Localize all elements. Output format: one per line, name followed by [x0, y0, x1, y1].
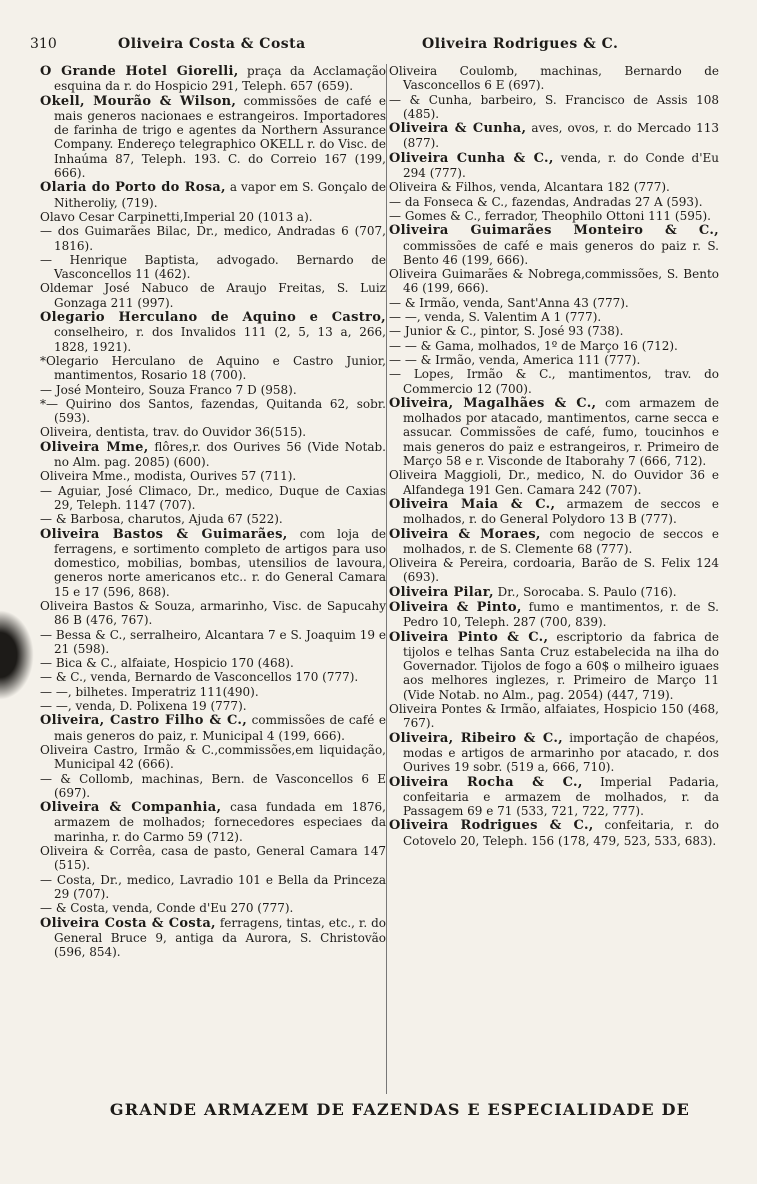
entry-text: Oliveira Pontes & Irmão, alfaiates, Hospicio 150 (468, 767). [389, 702, 719, 731]
entry-text: Oldemar José Nabuco de Araujo Freitas, S. Luiz Gonzaga 211 (997). [40, 281, 386, 310]
entry-text: Dr., Sorocaba. S. Paulo (716). [493, 584, 677, 599]
entry-text: Oliveira Bastos & Souza, armarinho, Visc. de Sapucahy 86 B (476, 767). [40, 598, 386, 628]
directory-entry [40, 210, 386, 224]
directory-entry [389, 64, 719, 93]
directory-entry [389, 180, 719, 194]
directory-entry [389, 585, 719, 600]
directory-entry [40, 916, 386, 960]
directory-entry [40, 354, 386, 383]
entry-name: Oliveira & Companhia, [40, 800, 222, 816]
directory-entry [40, 670, 386, 684]
directory-entry [389, 324, 719, 338]
entry-text: *— Quirino dos Santos, fazendas, Quitanda 62, sobr. (593). [40, 396, 386, 426]
directory-entry [389, 339, 719, 353]
entry-text: — Costa, Dr., medico, Lavradio 101 e Bella da Princeza 29 (707). [40, 872, 386, 901]
directory-entry [389, 702, 719, 731]
directory-entry [389, 151, 719, 181]
directory-entry [389, 775, 719, 819]
directory-entry [40, 383, 386, 397]
entry-text: Oliveira & Filhos, venda, Alcantara 182 (777). [389, 180, 670, 195]
entry-text: Imperial Padaria, confeitaria e armazem de molhados, r. da Passagem 69 e 71 (533, 721, 722, 777). [403, 774, 719, 819]
entry-text: — & Collomb, machinas, Bern. de Vasconcellos 6 E (697). [40, 771, 386, 800]
directory-entry [40, 527, 386, 599]
entry-name: Oliveira Mme, [40, 439, 149, 455]
entry-text: — Junior & C., pintor, S. José 93 (738). [389, 324, 624, 339]
entry-text: a vapor em S. Gonçalo de Nitheroliy, (719). [54, 180, 387, 210]
entry-text: praça da Acclamação esquina da r. do Hospicio 291, Teleph. 657 (659). [54, 64, 386, 94]
directory-entry [40, 397, 386, 426]
directory-entry [40, 180, 386, 210]
entry-text: — & Cunha, barbeiro, S. Francisco de Assis 108 (485). [389, 92, 719, 121]
entry-text: — —, venda, D. Polixena 19 (777). [40, 699, 247, 714]
directory-entry [40, 484, 386, 513]
directory-entry [40, 94, 386, 181]
directory-entry [389, 121, 719, 151]
entry-text: — & C., venda, Bernardo de Vasconcellos 170 (777). [40, 670, 359, 685]
entry-text: Olavo Cesar Carpinetti,Imperial 20 (1013 a). [40, 209, 313, 224]
directory-entry [40, 64, 386, 94]
directory-entry [389, 630, 719, 702]
directory-entry [40, 901, 386, 915]
entry-name: Oliveira Pinto & C., [389, 629, 549, 645]
entry-text: aves, ovos, r. do Mercado 113 (877). [403, 121, 720, 151]
directory-entry [389, 353, 719, 367]
directory-entry [40, 469, 386, 483]
entry-name: Olegario Herculano de Aquino e Castro, [40, 310, 386, 326]
entry-name: Olaria do Porto do Rosa, [40, 180, 226, 196]
entry-text: casa fundada em 1876, armazem de molhados; fornecedores especiaes da marinha, r. do Carmo 59 (712). [54, 800, 387, 844]
entry-text: *Olegario Herculano de Aquino e Castro Junior, mantimentos, Rosario 18 (700). [40, 353, 386, 383]
page-header [30, 36, 730, 58]
entry-name: Oliveira Pilar, [389, 584, 494, 600]
entry-name: Oliveira & Moraes, [389, 526, 541, 542]
entry-text: com negocio de seccos e molhados, r. de S. Clemente 68 (777). [403, 526, 719, 556]
entry-text: commissões de café e mais generos do paiz r. S. Bento 46 (199, 666). [403, 238, 719, 267]
entry-text: — —, bilhetes. Imperatriz 111(490). [40, 684, 259, 699]
entry-text: Oliveira, dentista, trav. do Ouvidor 36(515). [40, 425, 307, 440]
entry-text: venda, r. do Conde d'Eu 294 (777). [403, 150, 719, 181]
entry-text: escriptorio da fabrica de tijolos e telhas Santa Cruz estabelecida na ilha do Governador. Tijolos de fogo a 60$ o milheiro iguaes aos melhores inglezes, r. Primeiro de Março 11 (Vide Notab. no Alm., pag. 2054) (447, 719). [403, 629, 719, 702]
entry-name: Oliveira, Magalhães & C., [389, 395, 597, 411]
entry-text: Oliveira Mme., modista, Ourives 57 (711). [40, 469, 297, 484]
entry-name: Oliveira Rocha & C., [389, 774, 583, 790]
entry-text: — & Irmão, venda, Sant'Anna 43 (777). [389, 295, 629, 310]
entry-text: ferragens, tintas, etc., r. do General Bruce 9, antiga da Aurora, S. Christovão (596, 854). [54, 915, 386, 960]
entry-name: Oliveira, Castro Filho & C., [40, 713, 248, 729]
directory-entry [40, 713, 386, 743]
entry-text: Oliveira & Corrêa, casa de pasto, General Camara 147 (515). [40, 844, 386, 873]
directory-entry [389, 209, 719, 223]
entry-text: — & Barbosa, charutos, Ajuda 67 (522). [40, 512, 283, 527]
footer-banner: GRANDE ARMAZEM DE FAZENDAS E ESPECIALIDADE DE [109, 1100, 691, 1119]
directory-entry [40, 425, 386, 439]
entry-text: — Henrique Baptista, advogado. Bernardo de Vasconcellos 11 (462). [40, 252, 386, 282]
entry-text: — Bessa & C., serralheiro, Alcantara 7 e S. Joaquim 19 e 21 (598). [40, 627, 386, 656]
directory-entry [389, 556, 719, 585]
directory-entry [389, 310, 719, 324]
entry-name: Oliveira Guimarães Monteiro & C., [389, 223, 719, 239]
directory-entry [40, 656, 386, 670]
entry-text: Oliveira Maggioli, Dr., medico, N. do Ouvidor 36 e Alfandega 191 Gen. Camara 242 (707). [389, 468, 719, 497]
entry-text: Oliveira & Pereira, cordoaria, Barão de S. Felix 124 (693). [389, 556, 719, 585]
directory-entry [389, 497, 719, 527]
directory-entry [389, 267, 719, 296]
entry-name: Oliveira Rodrigues & C., [389, 818, 594, 834]
entry-text: confeitaria, r. do Cotovelo 20, Teleph. 156 (178, 479, 523, 533, 683). [403, 818, 720, 848]
page-edge-shadow [0, 610, 34, 700]
directory-entry [389, 396, 719, 468]
entry-text: — — & Irmão, venda, America 111 (777). [389, 352, 641, 367]
entry-name: Oliveira Costa & Costa, [40, 915, 216, 931]
entry-name: Oliveira & Pinto, [389, 599, 522, 615]
directory-entry [389, 527, 719, 557]
directory-entry [40, 253, 386, 282]
entry-text: com loja de ferragens, e sortimento completo de artigos para uso domestico, mobilias, bombas, utensilios de lavoura, generos norte americanos etc.. r. do General Camara 15 e 17 (596, 868). [54, 526, 386, 599]
entry-text: — Aguiar, José Climaco, Dr., medico, Duque de Caxias 29, Teleph. 1147 (707). [40, 483, 386, 512]
entry-text: Oliveira Castro, Irmão & C.,commissões,em liquidação, Municipal 42 (666). [40, 742, 386, 772]
entry-name: Oliveira, Ribeiro & C., [389, 730, 563, 746]
directory-entry [40, 699, 386, 713]
entry-name: Oliveira & Cunha, [389, 121, 527, 137]
directory-entry [389, 296, 719, 310]
entry-text: — José Monteiro, Souza Franco 7 D (958). [40, 382, 297, 397]
directory-entry [389, 600, 719, 630]
entry-name: Oliveira Maia & C., [389, 496, 556, 512]
entry-name: Oliveira Bastos & Guimarães, [40, 526, 288, 542]
entry-text: — — & Gama, molhados, 1º de Março 16 (712). [389, 338, 678, 353]
directory-entry [40, 310, 386, 354]
directory-entry [40, 743, 386, 772]
directory-entry [40, 772, 386, 801]
entry-text: Oliveira Coulomb, machinas, Bernardo de Vasconcellos 6 E (697). [389, 64, 719, 93]
right-column [389, 64, 719, 848]
column-divider [386, 64, 387, 1094]
entry-text: — da Fonseca & C., fazendas, Andradas 27 A (593). [389, 194, 703, 209]
entry-text: conselheiro, r. dos Invalidos 111 (2, 5, 13 a, 266, 1828, 1921). [54, 325, 386, 354]
entry-text: — Gomes & C., ferrador, Theophilo Ottoni 111 (595). [389, 208, 711, 223]
directory-entry [389, 468, 719, 497]
entry-name: Okell, Mourão & Wilson, [40, 93, 237, 109]
directory-entry [389, 223, 719, 267]
directory-entry [40, 873, 386, 902]
header-right-title: Oliveira Rodrigues & C. [422, 36, 619, 52]
entry-text: — dos Guimarães Bilac, Dr., medico, Andradas 6 (707, 1816). [40, 224, 386, 253]
directory-entry [40, 440, 386, 470]
directory-entry [389, 818, 719, 848]
directory-entry [40, 844, 386, 873]
directory-entry [40, 685, 386, 699]
directory-entry [40, 512, 386, 526]
entry-text: Oliveira Guimarães & Nobrega,commissões, S. Bento 46 (199, 666). [389, 267, 719, 296]
page-number: 310 [30, 36, 57, 52]
entry-name: Oliveira Cunha & C., [389, 150, 554, 166]
header-left-title: Oliveira Costa & Costa [118, 36, 306, 52]
entry-text: commissões de café e mais generos do paiz, r. Municipal 4 (199, 666). [54, 713, 387, 743]
directory-entry [40, 599, 386, 628]
directory-entry [40, 800, 386, 844]
entry-text: — Bica & C., alfaiate, Hospicio 170 (468). [40, 656, 294, 671]
entry-text: importação de chapéos, modas e artigos de armarinho por atacado, r. dos Ourives 19 sobr. (519 a, 666, 710). [403, 730, 719, 775]
entry-text: — & Costa, venda, Conde d'Eu 270 (777). [40, 901, 294, 916]
entry-text: com armazem de molhados por atacado, mantimentos, carne secca e assucar. Commissões de café, fumo, toucinhos e mais generos do paiz e estrangeiros, r. Primeiro de Março 58 e r. Visconde de Itaborahy 7 (666, 712). [403, 395, 720, 469]
directory-entry [40, 281, 386, 310]
left-column [40, 64, 386, 959]
directory-entry [40, 628, 386, 657]
directory-entry [389, 195, 719, 209]
entry-text: commissões de café e mais generos nacionaes e estrangeiros. Importadores de farinha de trigo e agentes da Northern Assurance Company. Endereço telegraphico OKELL r. do Visc. de Inhaúma 87, Teleph. 193. C. do Correio 167 (199, 666). [54, 93, 386, 181]
entry-text: — Lopes, Irmão & C., mantimentos, trav. do Commercio 12 (700). [389, 367, 719, 396]
directory-entry [389, 367, 719, 396]
entry-text: — —, venda, S. Valentim A 1 (777). [389, 310, 602, 325]
entry-text: armazem de seccos e molhados, r. do General Polydoro 13 B (777). [403, 496, 719, 527]
directory-entry [389, 731, 719, 775]
entry-text: flôres,r. dos Ourives 56 (Vide Notab. no Alm. pag. 2085) (600). [54, 439, 386, 470]
directory-entry [389, 93, 719, 122]
directory-entry [40, 224, 386, 253]
entry-name: O Grande Hotel Giorelli, [40, 64, 239, 79]
entry-text: fumo e mantimentos, r. de S. Pedro 10, Teleph. 287 (700, 839). [403, 599, 719, 630]
